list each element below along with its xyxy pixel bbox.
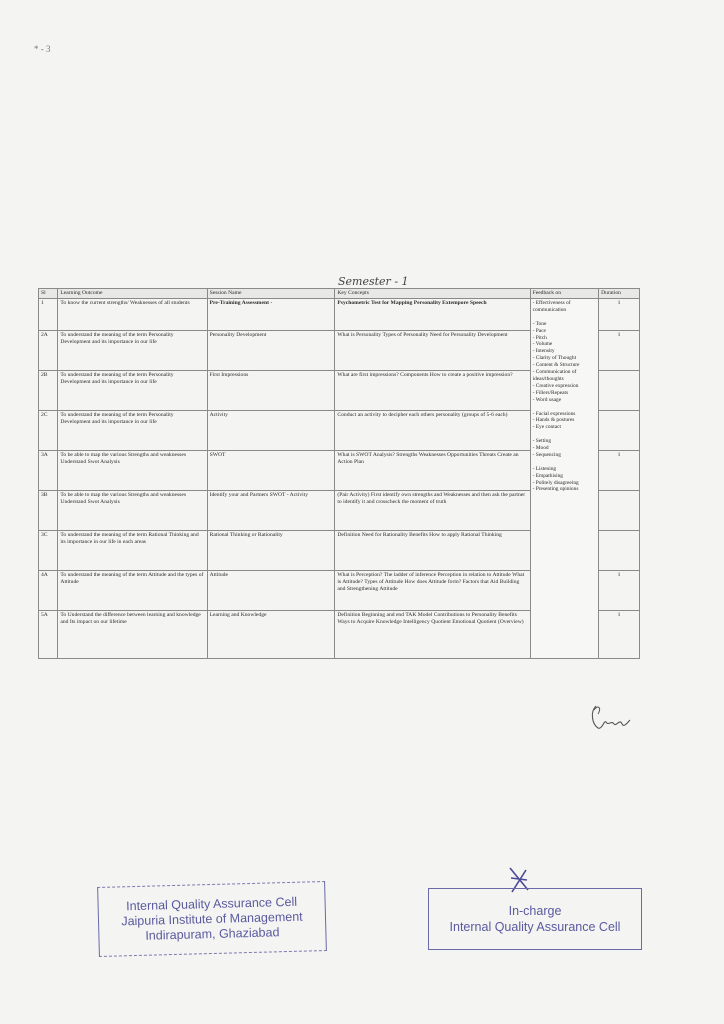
cell-sl: 2A — [39, 331, 58, 371]
cell-concepts: Psychometric Test for Mapping Personality Extempore Speech — [335, 299, 530, 331]
cell-outcome: To be able to map the various Strengths and weaknesses Understand Swot Analysis — [58, 491, 207, 531]
header-duration: Duration — [599, 289, 640, 299]
cell-sl: 3B — [39, 491, 58, 531]
feedback-item: - Tone — [532, 320, 547, 327]
cell-outcome: To understand the meaning of the term Rational Thinking and its importance in our life in each areas — [58, 531, 207, 571]
cell-duration — [599, 411, 640, 451]
stamp-line: Indirapuram, Ghaziabad — [145, 925, 280, 943]
stamp-line: Internal Quality Assurance Cell — [449, 920, 621, 934]
header-sl: Sl — [39, 289, 58, 299]
cell-concepts: (Pair Activity) First identify own strengths and Weaknesses and then ask the partner to identify it and crosscheck the moment of truth — [335, 491, 530, 531]
cell-concepts: What are first impressions? Components How to create a positive impression? — [335, 371, 530, 411]
cell-session: Pre-Training Assessment - — [207, 299, 335, 331]
cell-sl: 3C — [39, 531, 58, 571]
cell-duration — [599, 531, 640, 571]
cell-outcome: To understand the meaning of the term Personality Development and its importance in our life — [58, 331, 207, 371]
cell-session: SWOT — [207, 451, 335, 491]
feedback-item: - Politely disagreeing — [532, 479, 579, 486]
feedback-item: ideas/thoughts — [532, 375, 564, 382]
cell-sl: 4A — [39, 571, 58, 611]
feedback-item: - Intensity — [532, 348, 555, 355]
header-key-concepts: Key Concepts — [335, 289, 530, 299]
iqac-incharge-stamp — [428, 888, 642, 950]
header-feedback-on: Feedback on — [530, 289, 598, 299]
cell-sl: 2C — [39, 411, 58, 451]
stamp-line: In-charge — [508, 904, 562, 918]
feedback-item: - Creative expression — [532, 382, 579, 389]
feedback-item — [533, 459, 596, 466]
cell-duration — [599, 371, 640, 411]
handwritten-signature — [588, 702, 632, 732]
feedback-item: - Listening — [532, 465, 557, 472]
table-row — [39, 299, 640, 331]
feedback-list — [530, 299, 598, 659]
cell-session: Activity — [207, 411, 335, 451]
page-mark: * - 3 — [34, 44, 51, 54]
feedback-item: - Clarity of Thought — [532, 355, 577, 362]
cell-duration — [599, 491, 640, 531]
syllabus-table-container — [38, 288, 640, 659]
cell-outcome: To Understand the difference between learning and knowledge and Its impact on our lifetime — [58, 611, 207, 659]
feedback-item: - Pitch — [532, 334, 547, 341]
cell-outcome: To understand the meaning of the term Personality Development and its importance in our life — [58, 411, 207, 451]
stamp-line: Jaipuria Institute of Management — [121, 909, 303, 929]
feedback-item — [533, 314, 596, 321]
feedback-item: - Eye contact — [532, 424, 562, 431]
stamp-line: Internal Quality Assurance Cell — [125, 894, 298, 914]
cell-outcome: To know the current strengths/ Weaknesses of all students — [58, 299, 207, 331]
feedback-item: - Empathising — [532, 472, 563, 479]
cell-session: Learning and Knowledge — [207, 611, 335, 659]
table-header-row — [39, 289, 640, 299]
cell-outcome: To be able to map the various Strengths and weaknesses Understand Swot Analysis — [58, 451, 207, 491]
semester-heading: Semester - 1 — [338, 275, 409, 288]
feedback-item: - Hands & postures — [532, 417, 575, 424]
feedback-item: - Presenting opinions — [532, 486, 579, 493]
cell-duration: 1 — [599, 571, 640, 611]
cell-duration: 1 — [599, 331, 640, 371]
cell-session: First Impressions — [207, 371, 335, 411]
cell-duration: 1 — [599, 611, 640, 659]
cell-duration: 1 — [599, 451, 640, 491]
feedback-item: - Content & Structure — [532, 362, 580, 369]
cell-session: Attitude — [207, 571, 335, 611]
feedback-item — [533, 431, 596, 438]
syllabus-table — [38, 288, 640, 659]
cell-outcome: To understand the meaning of the term Personality Development and its importance in our life — [58, 371, 207, 411]
feedback-item: - Fillers/Repeats — [532, 389, 569, 396]
cell-session: Personality Development — [207, 331, 335, 371]
feedback-item: communication — [532, 306, 567, 313]
cell-sl: 3A — [39, 451, 58, 491]
cell-sl: 5A — [39, 611, 58, 659]
feedback-item: - Mood — [532, 445, 549, 452]
cell-sl: 2B — [39, 371, 58, 411]
cell-concepts: Definition Beginning and end TAK Model Contributions to Personality Benefits Ways to Acquire Knowledge Intelligency Quotient Emotional Quotient (Overview) — [335, 611, 530, 659]
cell-concepts: What is Perception? The ladder of inference Perception in relation to Attitude What is Attitude? Types of Attitude How does Attitude form? Factors that Aid Building and Strengthening Attitude — [335, 571, 530, 611]
cell-outcome: To understand the meaning of the term Attitude and the types of Attitude — [58, 571, 207, 611]
feedback-item: - Communication of — [532, 369, 577, 376]
cell-concepts: Conduct an activity to decipher each others personality (groups of 5-6 each) — [335, 411, 530, 451]
feedback-item: - Facial expressions — [532, 410, 576, 417]
iqac-institute-stamp — [97, 881, 327, 957]
cell-concepts: What is SWOT Analysis? Strengths Weaknesses Opportunities Threats Create an Action Plan — [335, 451, 530, 491]
header-learning-outcome: Learning Outcome — [58, 289, 207, 299]
cell-sl: 1 — [39, 299, 58, 331]
cell-session: Identify your and Partners SWOT - Activity — [207, 491, 335, 531]
header-session-name: Session Name — [207, 289, 335, 299]
feedback-item: - Word usage — [532, 396, 562, 403]
feedback-item: - Effectiveness of — [532, 300, 571, 306]
feedback-item: - Sequencing — [532, 451, 561, 458]
feedback-item: - Volume — [532, 341, 553, 348]
feedback-item: - Pace — [532, 327, 546, 334]
feedback-item: - Setting — [532, 438, 552, 445]
feedback-item — [533, 404, 596, 411]
cell-concepts: What is Personality Types of Personality Need for Personality Development — [335, 331, 530, 371]
cell-concepts: Definition Need for Rationality Benefits How to apply Rational Thinking — [335, 531, 530, 571]
cell-session: Rational Thinking or Rationality — [207, 531, 335, 571]
cell-duration: 1 — [599, 299, 640, 331]
